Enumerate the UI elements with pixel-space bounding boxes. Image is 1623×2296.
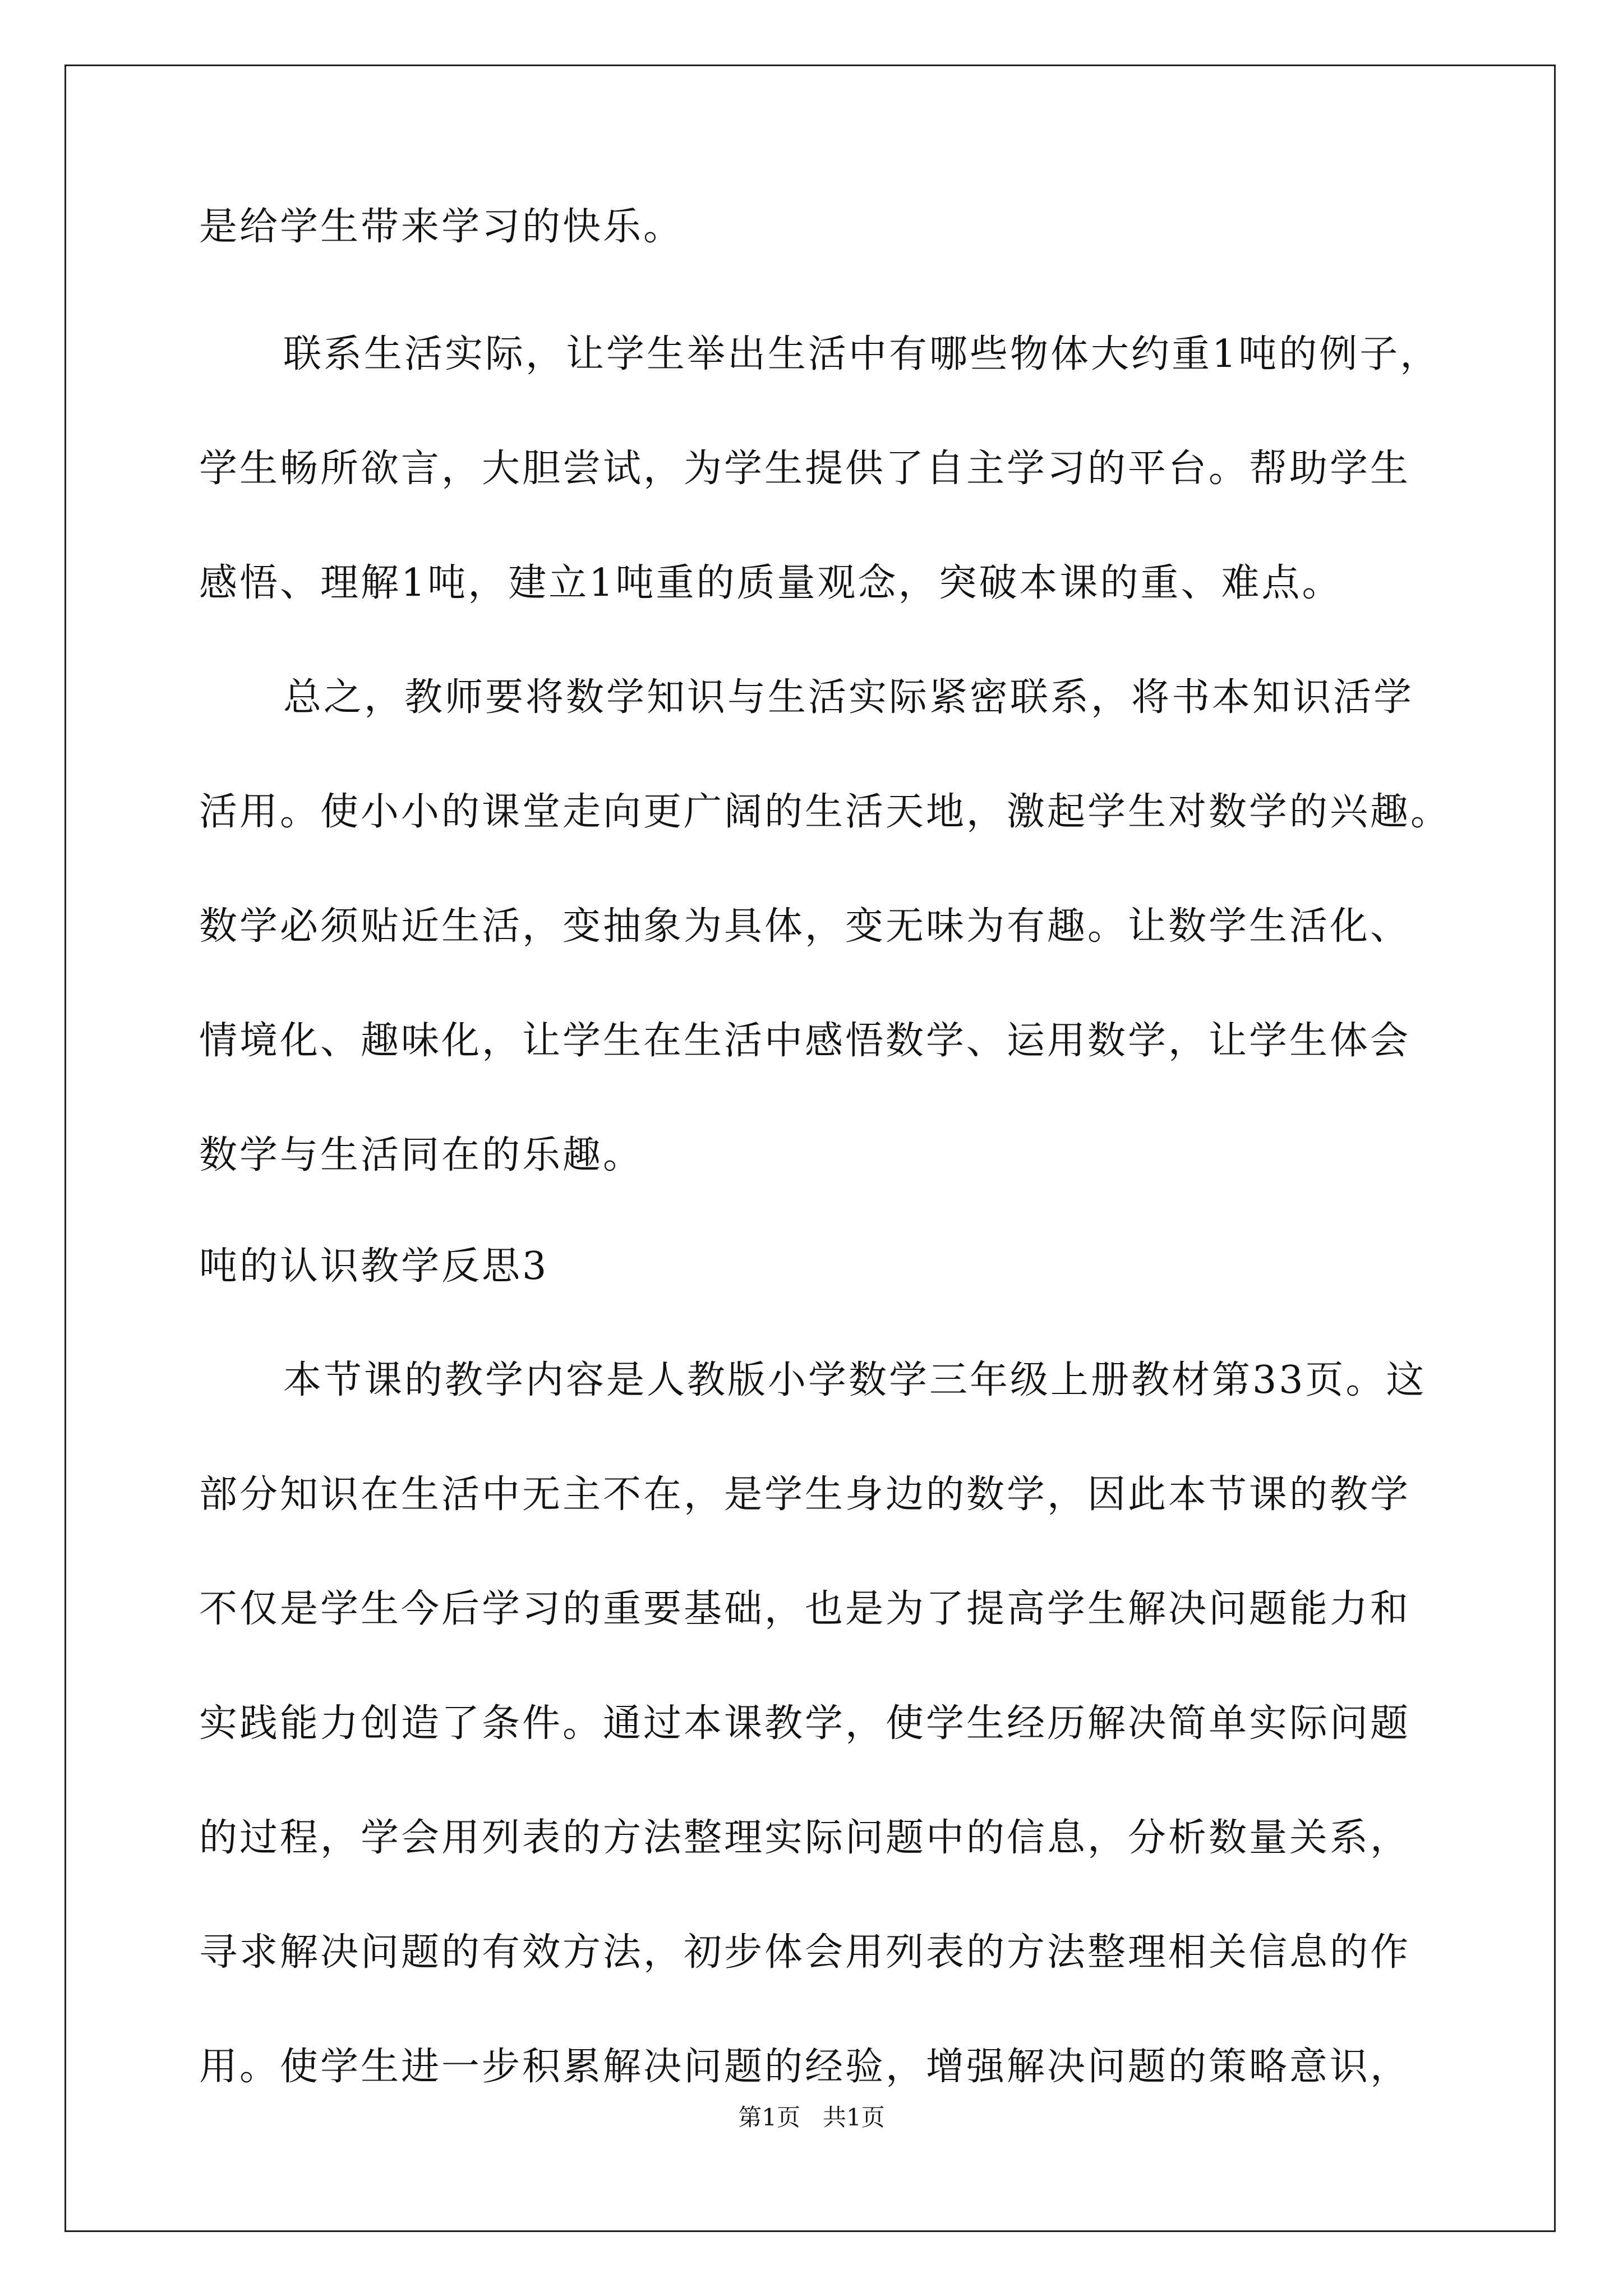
text-line: 感悟、理解1吨，建立1吨重的质量观念，突破本课的重、难点。 xyxy=(199,561,1343,605)
text-line: 寻求解决问题的有效方法，初步体会用列表的方法整理相关信息的作 xyxy=(199,1930,1411,1975)
text-line: 的过程，学会用列表的方法整理实际问题中的信息，分析数量关系， xyxy=(199,1816,1411,1860)
text-line: 活用。使小小的课堂走向更广阔的生活天地，激起学生对数学的兴趣。 xyxy=(199,790,1451,834)
paragraph-first-line: 联系生活实际，让学生举出生活中有哪些物体大约重1吨的例子， xyxy=(283,332,1441,376)
text-line: 数学与生活同在的乐趣。 xyxy=(199,1133,644,1177)
text-line: 是给学生带来学习的快乐。 xyxy=(199,205,684,249)
text-line: 实践能力创造了条件。通过本课教学，使学生经历解决简单实际问题 xyxy=(199,1701,1411,1746)
text-line: 学生畅所欲言，大胆尝试，为学生提供了自主学习的平台。帮助学生 xyxy=(199,447,1411,491)
section-heading: 吨的认识教学反思3 xyxy=(199,1244,549,1289)
paragraph-first-line: 总之，教师要将数学知识与生活实际紧密联系，将书本知识活学 xyxy=(283,675,1414,720)
page-footer: 第1页 共1页 xyxy=(738,2104,885,2131)
text-line: 部分知识在生活中无主不在，是学生身边的数学，因此本节课的教学 xyxy=(199,1473,1411,1517)
text-line: 不仅是学生今后学习的重要基础，也是为了提高学生解决问题能力和 xyxy=(199,1587,1411,1631)
text-line: 用。使学生进一步积累解决问题的经验，增强解决问题的策略意识， xyxy=(199,2045,1411,2089)
text-line: 情境化、趣味化，让学生在生活中感悟数学、运用数学，让学生体会 xyxy=(199,1019,1411,1063)
text-line: 数学必须贴近生活，变抽象为具体，变无味为有趣。让数学生活化、 xyxy=(199,904,1411,949)
paragraph-first-line: 本节课的教学内容是人教版小学数学三年级上册教材第33页。这 xyxy=(283,1358,1427,1402)
